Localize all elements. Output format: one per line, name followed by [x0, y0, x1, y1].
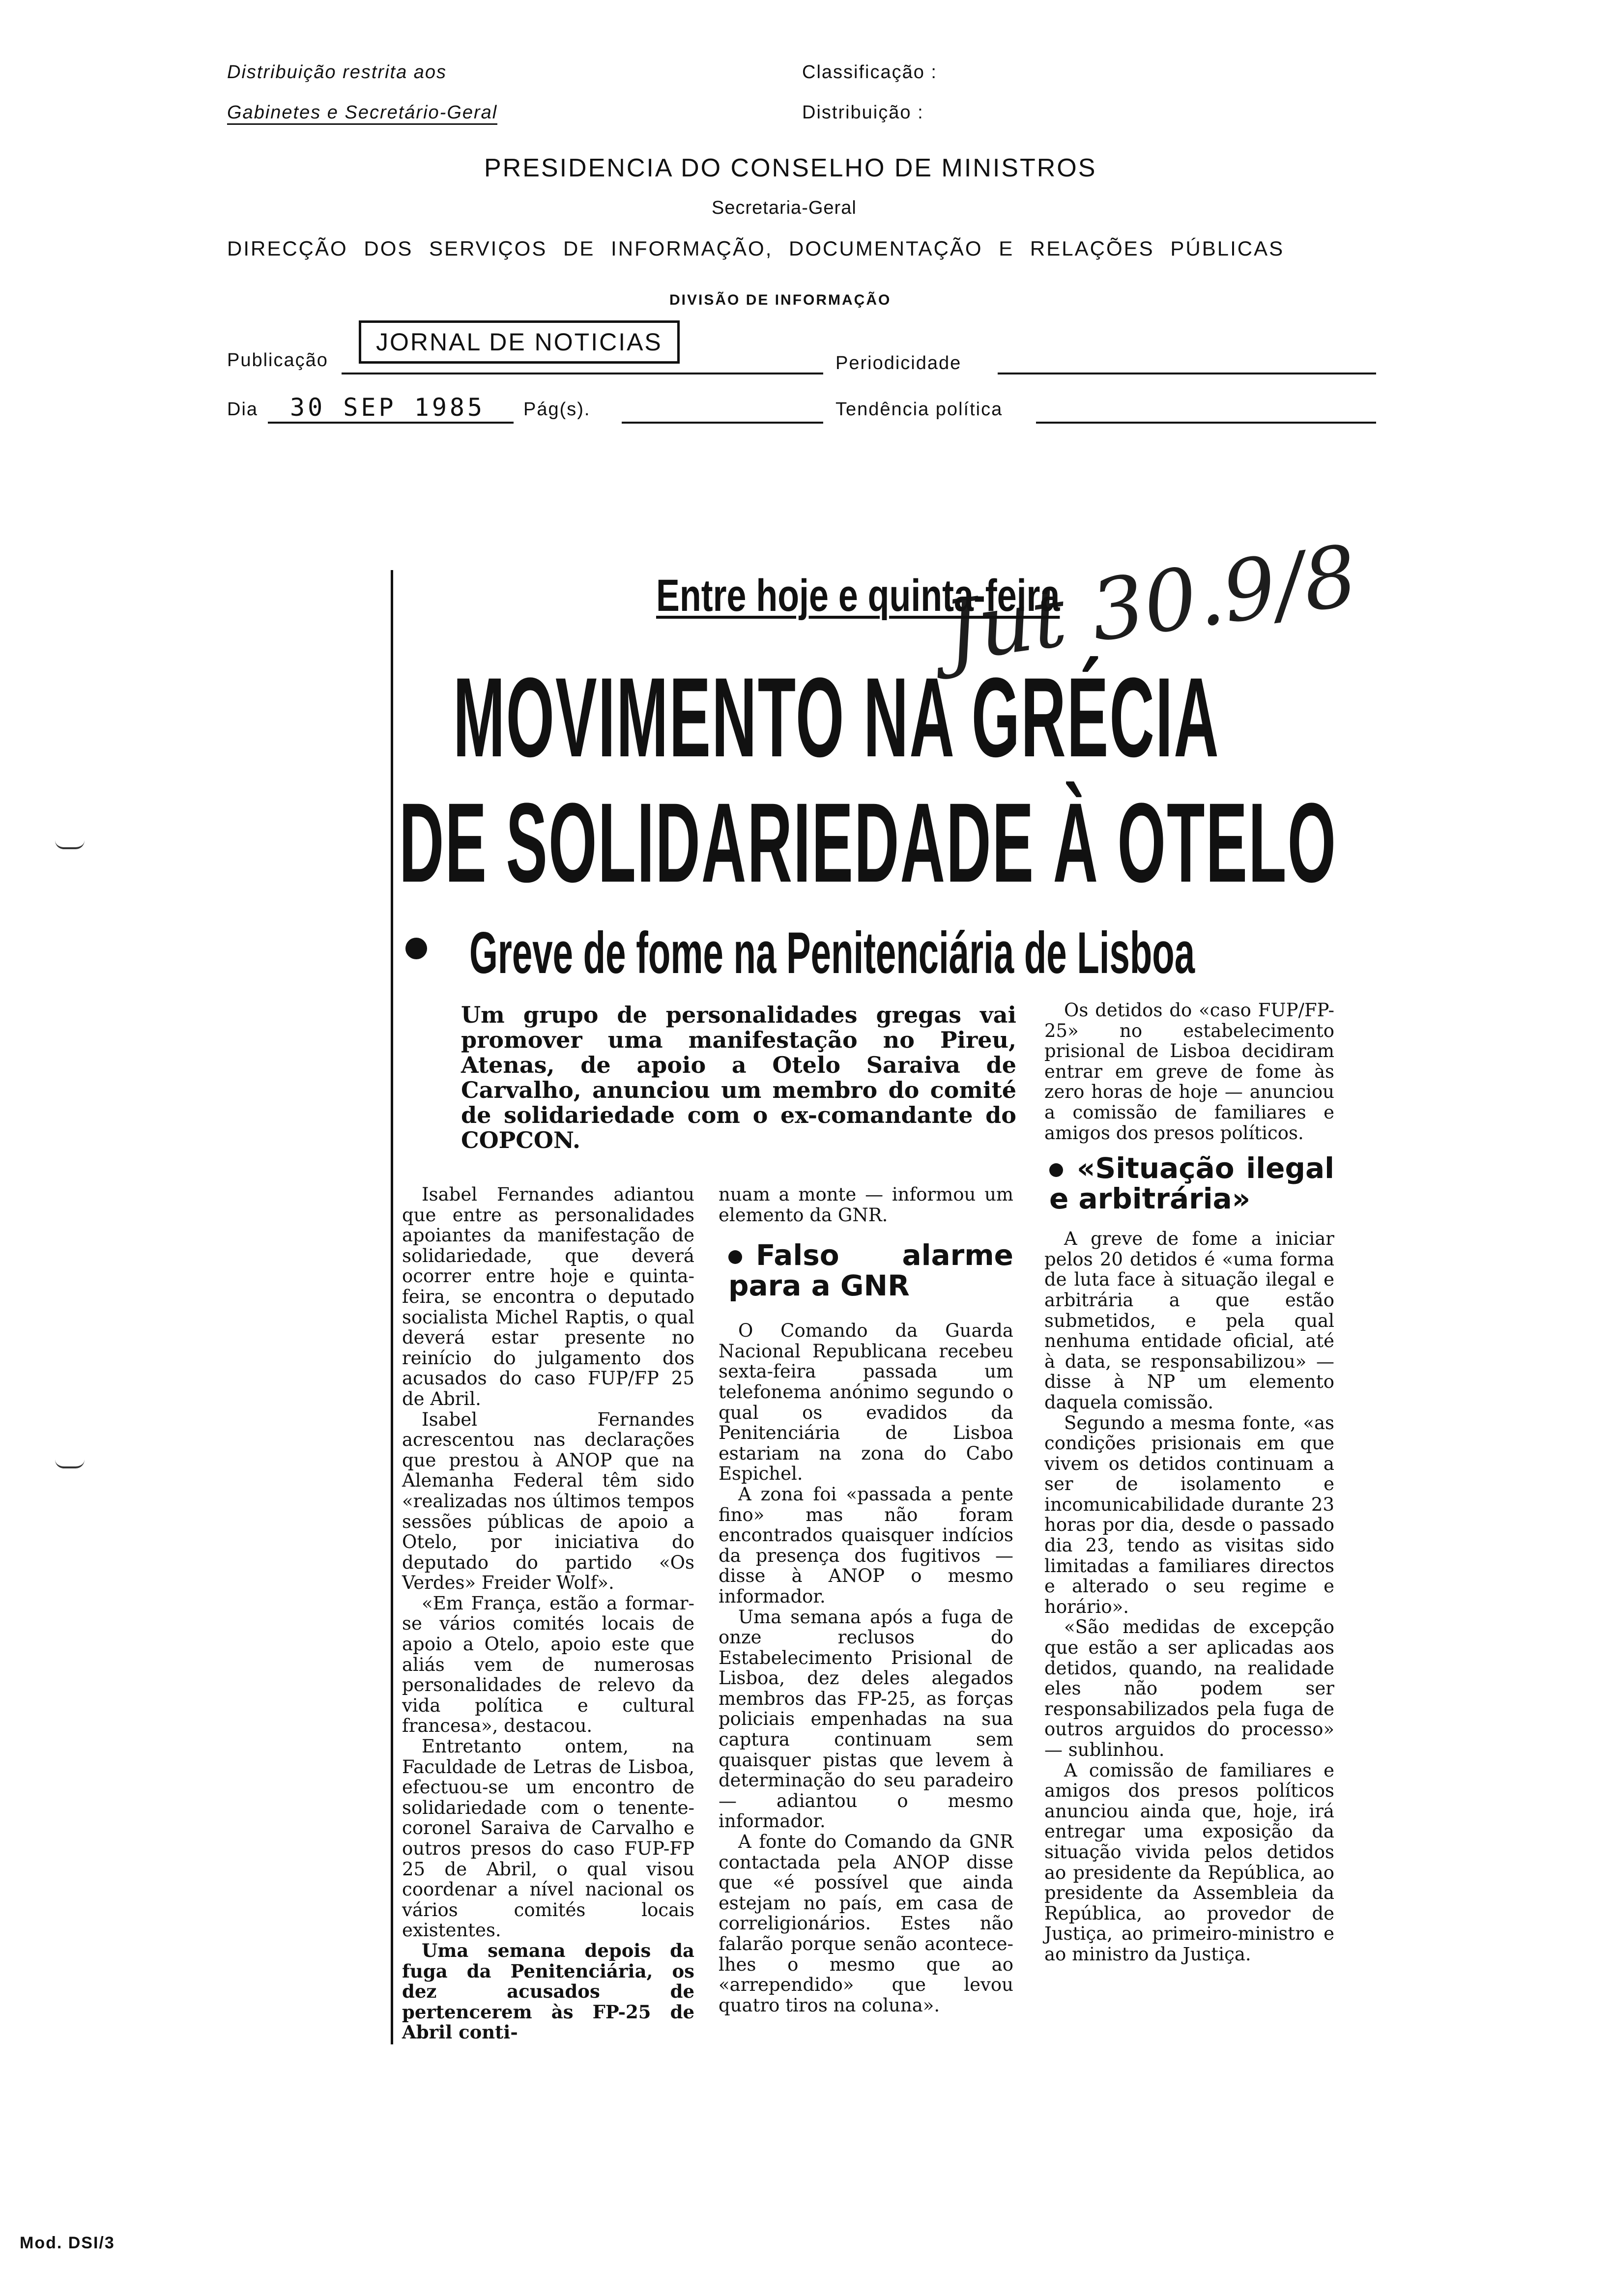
- col3-paragraph: Segundo a mesma fonte, «as condições prisionais em que vivem os detidos continuam a ser de isolamento e incomunicabilidade durante 23 horas por dia, desde o passado dia 23, tendo as visitas sido limitadas a familiares directos e alterado o seu regime e horário».: [1044, 1412, 1334, 1617]
- clipping-left-rule: [391, 570, 393, 2044]
- divisao-title: DIVISÃO DE INFORMAÇÃO: [669, 292, 892, 308]
- periodicidade-label: Periodicidade: [835, 353, 962, 373]
- handwritten-annotation: Jut 30.9/8: [939, 527, 1363, 682]
- dia-label: Dia: [227, 399, 259, 420]
- col3-paragraph: «São medidas de excepção que estão a ser aplicadas aos detidos, quando, na realidade eles não podem ser responsabilizados pela fuga de outros arguidos do processo» — sublinhou.: [1044, 1616, 1334, 1760]
- lead-paragraph: Um grupo de personalidades gregas vai promover uma manifestação no Pireu, Atenas, de apoio a Otelo Saraiva de Carvalho, anunciou um membro do comité de solidariedade com o ex-comandante do COPCON.: [461, 1002, 1016, 1153]
- kicker: Entre hoje e quinta-feira: [656, 571, 1060, 621]
- classificacao-label: Classificação :: [802, 62, 937, 83]
- publicacao-label: Publicação: [227, 350, 328, 371]
- restricted-distribution-line2: Gabinetes e Secretário-Geral: [227, 102, 497, 125]
- col1-paragraph: Uma semana depois da fuga da Penitenciária, os dez acusados de pertencerem às FP-25 de Abril conti-: [402, 1939, 694, 2043]
- restricted-distribution-line1: Distribuição restrita aos: [227, 62, 447, 83]
- col2-paragraph: O Comando da Guarda Nacional Republicana recebeu sexta-feira passada um telefonema anónimo segundo o qual os evadidos da Penitenciária de Lisboa estariam na zona do Cabo Espichel.: [719, 1320, 1013, 1485]
- col2-intertitle: [728, 1240, 1013, 1301]
- punch-mark-bottom: [55, 1460, 85, 1468]
- publicacao-stamp: JORNAL DE NOTICIAS: [359, 320, 680, 364]
- column-3: [1044, 1000, 1334, 1965]
- col3-paragraph: A comissão de familiares e amigos dos presos políticos anunciou ainda que, hoje, irá entregar uma exposição da situação vivida pelos detidos ao presidente da República, ao presidente da Assembleia da República, ao provedor de Justiça, ao primeiro-ministro e ao ministro da Justiça.: [1044, 1759, 1334, 1965]
- direccao-title: DIRECÇÃO DOS SERVIÇOS DE INFORMAÇÃO, DOCUMENTAÇÃO E RELAÇÕES PÚBLICAS: [227, 237, 1285, 260]
- dia-stamp: 30 SEP 1985: [290, 393, 486, 422]
- tendencia-label: Tendência política: [835, 399, 1003, 420]
- col1-paragraph: Entretanto ontem, na Faculdade de Letras de Lisboa, efectuou-se um encontro de solidariedade com o tenente-coronel Saraiva de Carvalho e outros presos do caso FUP-FP 25 de Abril, o qual visou coordenar a nível nacional os vários comités locais existentes.: [402, 1736, 694, 1941]
- col3-intertitle: [1049, 1153, 1334, 1214]
- column-2: [719, 1184, 1013, 2015]
- form-code: Mod. DSI/3: [20, 2234, 115, 2252]
- column-1: [402, 1184, 694, 2043]
- headline-line1: MOVIMENTO NA GRÉCIA: [453, 654, 1220, 780]
- col1-paragraph: Isabel Fernandes adiantou que entre as personalidades apoiantes da manifestação de solidariedade, que deverá ocorrer entre hoje e quinta-feira, se encontra o deputado socialista Michel Raptis, o qual deverá estar presente no reinício do julgamento dos acusados do caso FUP/FP 25 de Abril.: [402, 1184, 694, 1409]
- distribuicao-label: Distribuição :: [802, 102, 924, 123]
- subhead-bullet: [405, 938, 427, 962]
- periodicidade-line: [998, 373, 1376, 374]
- col3-intertitle-text: «Situação ilegal e arbitrária»: [1049, 1151, 1334, 1216]
- col2-continuation: nuam a monte — informou um elemento da GNR.: [719, 1184, 1013, 1226]
- tendencia-line: [1036, 422, 1376, 424]
- col3-paragraph: A greve de fome a iniciar pelos 20 detidos é «uma forma de luta face à situação ilegal e arbitrária a que estão submetidos, e pela qual nenhuma entidade oficial, até à data, se responsabilizou» — disse à NP um elemento daquela comissão.: [1044, 1228, 1334, 1413]
- dia-line: [268, 422, 514, 424]
- col2-paragraph: Uma semana após a fuga de onze reclusos do Estabelecimento Prisional de Lisboa, dez deles alegados membros das FP-25, as forças policiais empenhadas na sua captura continuam sem quaisquer pistas que levem à determinação do seu paradeiro — adiantou o mesmo informador.: [719, 1606, 1013, 1832]
- col2-intertitle-text: Falso alarme para a GNR: [728, 1238, 1013, 1303]
- subhead: Greve de fome na Penitenciária de Lisboa: [469, 920, 1195, 986]
- institution-title: PRESIDENCIA DO CONSELHO DE MINISTROS: [484, 154, 1097, 182]
- col2-paragraph: A fonte do Comando da GNR contactada pela ANOP disse que «é possível que ainda estejam no país, em casa de correligionários. Estes não falarão porque senão acontece-lhes o mesmo que ao «arrependido» que levou quatro tiros na coluna».: [719, 1831, 1013, 2016]
- punch-mark-top: [55, 840, 85, 849]
- pags-label: Pág(s).: [523, 399, 591, 420]
- col2-paragraph: A zona foi «passada a pente fino» mas não foram encontrados quaisquer indícios da presença dos fugitivos — disse à ANOP o mesmo informador.: [719, 1483, 1013, 1607]
- col3-intro: Os detidos do «caso FUP/FP-25» no estabelecimento prisional de Lisboa decidiram entrar em greve de fome às zero horas de hoje — anunciou a comissão de familiares e amigos dos presos políticos.: [1044, 1000, 1334, 1144]
- col1-paragraph: «Em França, estão a formar-se vários comités locais de apoio a Otelo, apoio este que aliás vem de numerosas personalidades de relevo da vida política e cultural francesa», destacou.: [402, 1592, 694, 1737]
- pags-line: [622, 422, 823, 424]
- headline-line2: DE SOLIDARIEDADE À OTELO: [399, 779, 1337, 906]
- publicacao-line: [342, 373, 823, 374]
- col1-paragraph: Isabel Fernandes acrescentou nas declarações que prestou à ANOP que na Alemanha Federal têm sido «realizadas nos últimos tempos sessões públicas de apoio a Otelo, por iniciativa do deputado do partido «Os Verdes» Freider Wolf».: [402, 1408, 694, 1594]
- secretaria-title: Secretaria-Geral: [712, 198, 857, 218]
